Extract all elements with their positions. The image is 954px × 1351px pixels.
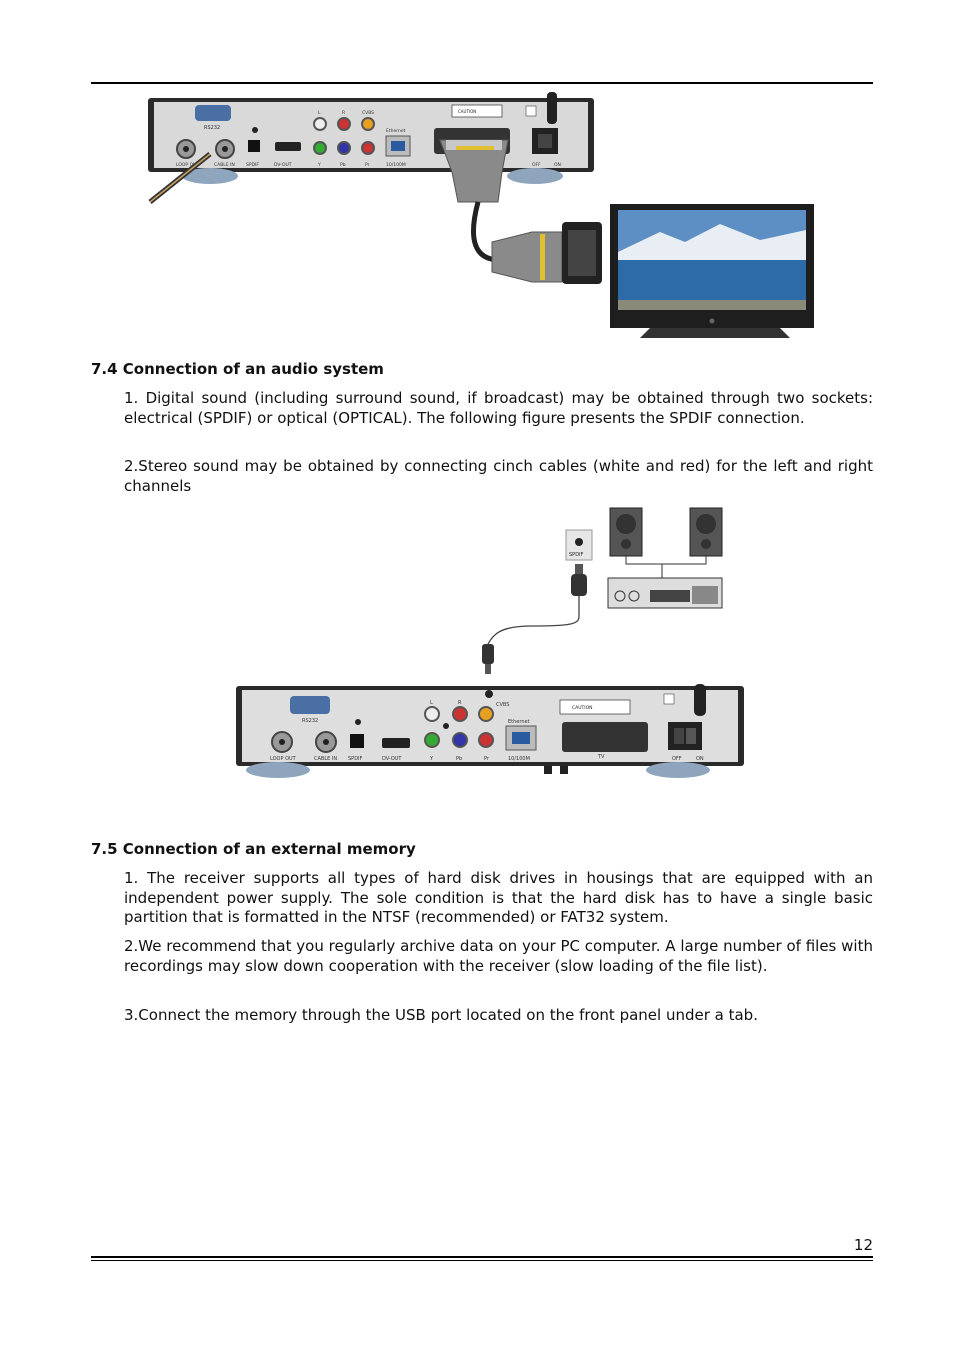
- header-rule: [91, 82, 873, 84]
- fig1-on-label: ON: [554, 163, 561, 168]
- fig2-spdif-socket-label: SPDIF: [569, 552, 584, 558]
- fig1-cvbs-label: CVBS: [362, 111, 375, 116]
- fig1-caution-label: CAUTION: [458, 109, 477, 114]
- fig1-cable-in-label: CABLE IN: [214, 163, 235, 168]
- fig1-y-label: Y: [318, 163, 321, 168]
- fig2-ethernet-label: Ethernet: [508, 719, 530, 725]
- fig2-cable-in-label: CABLE IN: [314, 756, 338, 762]
- fig2-tv-label: TV: [598, 754, 605, 760]
- fig1-loop-out-label: LOOP OUT: [176, 163, 200, 168]
- figure-spdif-audio-connection: [232, 504, 752, 784]
- fig1-dvout-label: DV-OUT: [274, 163, 292, 168]
- fig2-cvbs-label: CVBS: [496, 702, 510, 708]
- section-7-5-paragraph-1: 1. The receiver supports all types of hard disk drives in housings that are equipped with an independent power supply. The sole condition is that the hard disk has to have a single basic partition that is formatted in the NTSF (recommended) or FAT32 system.: [124, 869, 873, 926]
- section-7-4-heading: 7.4 Connection of an audio system: [91, 360, 384, 378]
- fig1-spdif-label: SPDIF: [246, 163, 259, 168]
- fig2-spdif-label: SPDIF: [348, 756, 363, 762]
- fig2-pb-label: Pb: [456, 756, 463, 762]
- fig1-ethernet-label: Ethernet: [386, 129, 406, 134]
- figure-receiver-tv-connection: [140, 92, 820, 342]
- fig2-pr-label: Pr: [484, 756, 489, 762]
- fig2-on-label: ON: [696, 756, 704, 762]
- fig1-speed-label: 10/100M: [386, 163, 406, 168]
- fig2-caution-label: CAUTION: [572, 706, 593, 711]
- fig2-l-label: L: [430, 700, 433, 706]
- fig2-off-label: OFF: [672, 756, 682, 762]
- section-7-4-paragraph-2: 2.Stereo sound may be obtained by connecting cinch cables (white and red) for the left and right channels: [124, 457, 873, 495]
- fig1-pb-label: Pb: [340, 163, 346, 168]
- fig2-speed-label: 10/100M: [508, 756, 530, 762]
- section-7-5-paragraph-2: 2.We recommend that you regularly archive data on your PC computer. A large number of files with recordings may slow down cooperation with the receiver (slow loading of the file list).: [124, 937, 873, 975]
- page-number: 12: [853, 1236, 873, 1254]
- fig2-rs232-label: RS232: [302, 718, 319, 724]
- footer-rule-thin: [91, 1260, 873, 1261]
- footer-rule: [91, 1256, 873, 1258]
- section-7-5-heading: 7.5 Connection of an external memory: [91, 840, 416, 858]
- fig1-pr-label: Pr: [365, 163, 370, 168]
- fig2-loop-out-label: LOOP OUT: [270, 756, 296, 762]
- section-7-5-paragraph-3: 3.Connect the memory through the USB port located on the front panel under a tab.: [124, 1006, 758, 1024]
- fig1-off-label: OFF: [532, 163, 541, 168]
- fig1-rs232-label: RS232: [204, 125, 221, 131]
- fig2-dvout-label: DV-OUT: [382, 756, 402, 762]
- section-7-4-paragraph-1: 1. Digital sound (including surround sound, if broadcast) may be obtained through two sockets: electrical (SPDIF) or optical (OPTICAL). The following figure presents the SPDIF connection.: [124, 389, 873, 427]
- fig1-r-label: R: [342, 111, 346, 116]
- fig2-y-label: Y: [430, 756, 434, 762]
- fig2-r-label: R: [458, 700, 462, 706]
- fig1-l-label: L: [318, 111, 321, 116]
